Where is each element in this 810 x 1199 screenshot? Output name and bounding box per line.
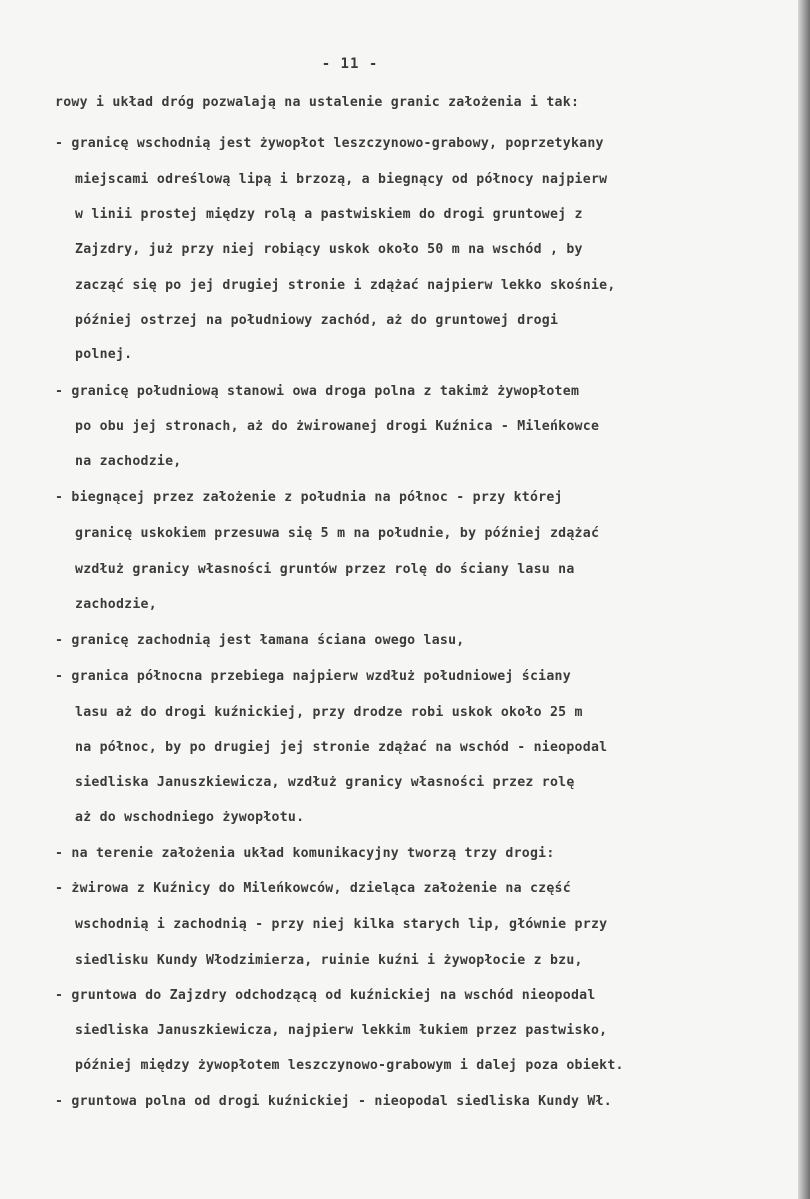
text-line: później ostrzej na południowy zachód, aż do gruntowej drogi	[75, 313, 559, 328]
text-line: miejscami odreślową lipą i brzozą, a biegnący od północy najpierw	[75, 172, 608, 187]
text-line: rowy i układ dróg pozwalają na ustalenie granic założenia i tak:	[55, 95, 580, 110]
text-line: na północ, by po drugiej jej stronie zdążać na wschód - nieopodal	[75, 740, 608, 755]
text-line: - żwirowa z Kuźnicy do Mileńkowców, dzieląca założenie na część	[55, 881, 571, 896]
page-edge-shadow	[798, 0, 810, 1199]
text-line: - granicę zachodnią jest łamana ściana owego lasu,	[55, 633, 465, 648]
text-line: - na terenie założenia układ komunikacyjny tworzą trzy drogi:	[55, 846, 555, 861]
text-line: zacząć się po jej drugiej stronie i zdążać najpierw lekko skośnie,	[75, 278, 616, 293]
text-line: siedliska Januszkiewicza, najpierw lekkim łukiem przez pastwisko,	[75, 1023, 608, 1038]
text-line: w linii prostej między rolą a pastwiskiem do drogi gruntowej z	[75, 207, 583, 222]
text-line: - biegnącej przez założenie z południa na północ - przy której	[55, 490, 563, 505]
text-line: Zajzdry, już przy niej robiący uskok około 50 m na wschód , by	[75, 242, 583, 257]
text-line: zachodzie,	[75, 597, 157, 612]
text-line: siedliska Januszkiewicza, wzdłuż granicy własności przez rolę	[75, 775, 575, 790]
text-line: granicę uskokiem przesuwa się 5 m na południe, by później zdążać	[75, 526, 600, 541]
text-line: na zachodzie,	[75, 454, 182, 469]
text-line: polnej.	[75, 347, 133, 362]
text-line: lasu aż do drogi kuźnickiej, przy drodze robi uskok około 25 m	[75, 705, 583, 720]
text-line: - gruntowa do Zajzdry odchodzącą od kuźnickiej na wschód nieopodal	[55, 988, 596, 1003]
text-line: po obu jej stronach, aż do żwirowanej drogi Kuźnica - Mileńkowce	[75, 419, 600, 434]
text-line: - granicę południową stanowi owa droga polna z takimż żywopłotem	[55, 384, 580, 399]
text-line: - gruntowa polna od drogi kuźnickiej - nieopodal siedliska Kundy Wł.	[55, 1094, 612, 1109]
text-line: później między żywopłotem leszczynowo-grabowym i dalej poza obiekt.	[75, 1058, 624, 1073]
text-line: siedlisku Kundy Włodzimierza, ruinie kuźni i żywopłocie z bzu,	[75, 953, 583, 968]
text-line: wzdłuż granicy własności gruntów przez rolę do ściany lasu na	[75, 562, 575, 577]
page-number: - 11 -	[321, 56, 379, 72]
text-line: - granica północna przebiega najpierw wzdłuż południowej ściany	[55, 669, 571, 684]
text-line: wschodnią i zachodnią - przy niej kilka starych lip, głównie przy	[75, 917, 608, 932]
text-line: - granicę wschodnią jest żywopłot leszczynowo-grabowy, poprzetykany	[55, 136, 604, 151]
text-line: aż do wschodniego żywopłotu.	[75, 810, 305, 825]
